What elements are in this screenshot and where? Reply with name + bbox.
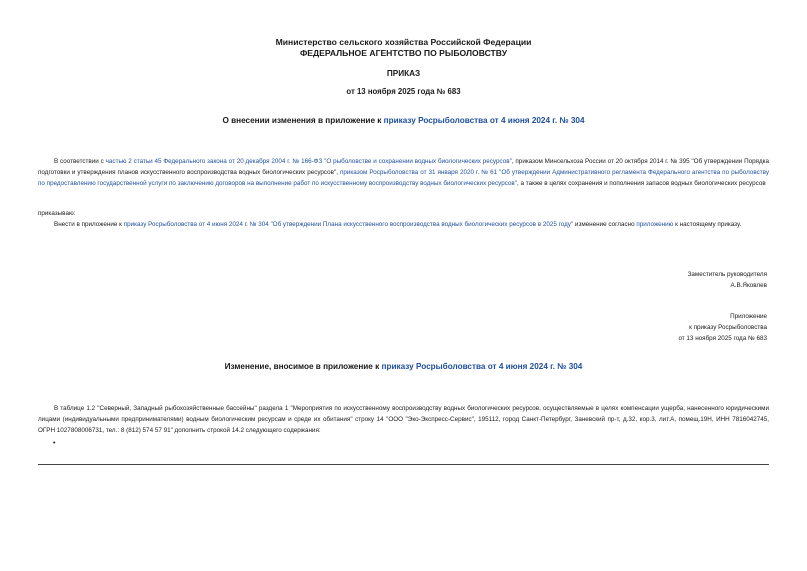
law-link[interactable]: частью 2 статьи 45 Федерального закона от 20 декабря 2004 г. № 166-ФЗ "О рыболовстве и сохранении водных биологических ресурсов": [105, 158, 512, 165]
preamble-paragraph: [38, 156, 769, 189]
signature-block: [507, 269, 767, 291]
header-block: [38, 37, 769, 59]
preamble-text-3: , а также в целях сохранения и пополнения запасов водных биологических ресурсов: [517, 180, 766, 187]
change-paragraph: В таблице 1.2 "Северный, Западный рыбохозяйственные бассейны" раздела 1 "Мероприятия по искусственному воспроизводству водных биологических ресурсов, осуществляемые в целях компенсации ущерба, нанесенного юридическими лицами (индивидуальными предпринимателями) водным биологическим ресурсам и среде их обитания" строку 14 "ООО "Эко-Экспресс-Сервис", 195112, город Санкт-Петербург, Заневский пр-т, д.32, кор.3, лит.А, помещ.19Н, ИНН 7816042745, ОГРН 1027808006731, тел.: 8 (812) 574 57 91" дополнить строкой 14.2 следующего содержания:: [38, 405, 769, 434]
ministry-name: Министерство сельского хозяйства Российской Федерации: [275, 37, 532, 47]
doc-title-link[interactable]: приказу Росрыболовства от 4 июня 2024 г. № 304: [383, 116, 585, 125]
order-item-paragraph: [38, 219, 769, 230]
item-text-1: Внести в приложение к: [54, 221, 124, 228]
preamble-text-2: , приказом Минсельхоза России от 20 октября 2014 г. № 395 "Об утверждении Порядка подготовки и утверждения планов искусственного воспроизводства водных биологических ресурсов",: [38, 158, 770, 176]
item-text-3: к настоящему приказу.: [673, 221, 742, 228]
change-title-text: Изменение, вносимое в приложение к: [224, 362, 382, 371]
regulation-link[interactable]: приказом Росрыболовства от 31 января 2020 г. № 61 "Об утверждении Административного регламента Федерального агентства по рыболовству по предоставлению государственной услуги по заключению договоров на выполнение работ по искусственному воспроизводству водных биологических ресурсов": [38, 169, 769, 187]
appendix-label: Приложение: [730, 313, 767, 320]
preamble-text-1: В соответствии с: [54, 158, 106, 165]
doc-type: ПРИКАЗ: [386, 69, 421, 78]
order-304-link[interactable]: приказу Росрыболовства от 4 июня 2024 г. № 304 "Об утверждении Плана искусственного воспроизводства водных биологических ресурсов в 2025 году": [123, 221, 574, 228]
order-word: приказываю:: [38, 210, 76, 217]
agency-name: ФЕДЕРАЛЬНОЕ АГЕНТСТВО ПО РЫБОЛОВСТВУ: [299, 48, 508, 58]
horizontal-rule: [38, 464, 769, 465]
change-title: [38, 362, 769, 371]
doc-title: [38, 116, 769, 125]
appendix-date: от 13 ноября 2025 года № 683: [678, 335, 767, 342]
appendix-link[interactable]: приложению: [636, 221, 674, 228]
bullet-marker: •: [53, 440, 56, 447]
signer-name: А.В.Яковлев: [730, 282, 767, 289]
appendix-header: [507, 311, 767, 344]
doc-title-text: О внесении изменения в приложение к: [222, 116, 384, 125]
change-title-link[interactable]: приказу Росрыболовства от 4 июня 2024 г. № 304: [381, 362, 583, 371]
appendix-ref: к приказу Росрыболовства: [689, 324, 767, 331]
signer-position: Заместитель руководителя: [687, 271, 767, 278]
item-text-2: изменение согласно: [573, 221, 637, 228]
doc-date-number: от 13 ноября 2025 года № 683: [346, 87, 461, 96]
